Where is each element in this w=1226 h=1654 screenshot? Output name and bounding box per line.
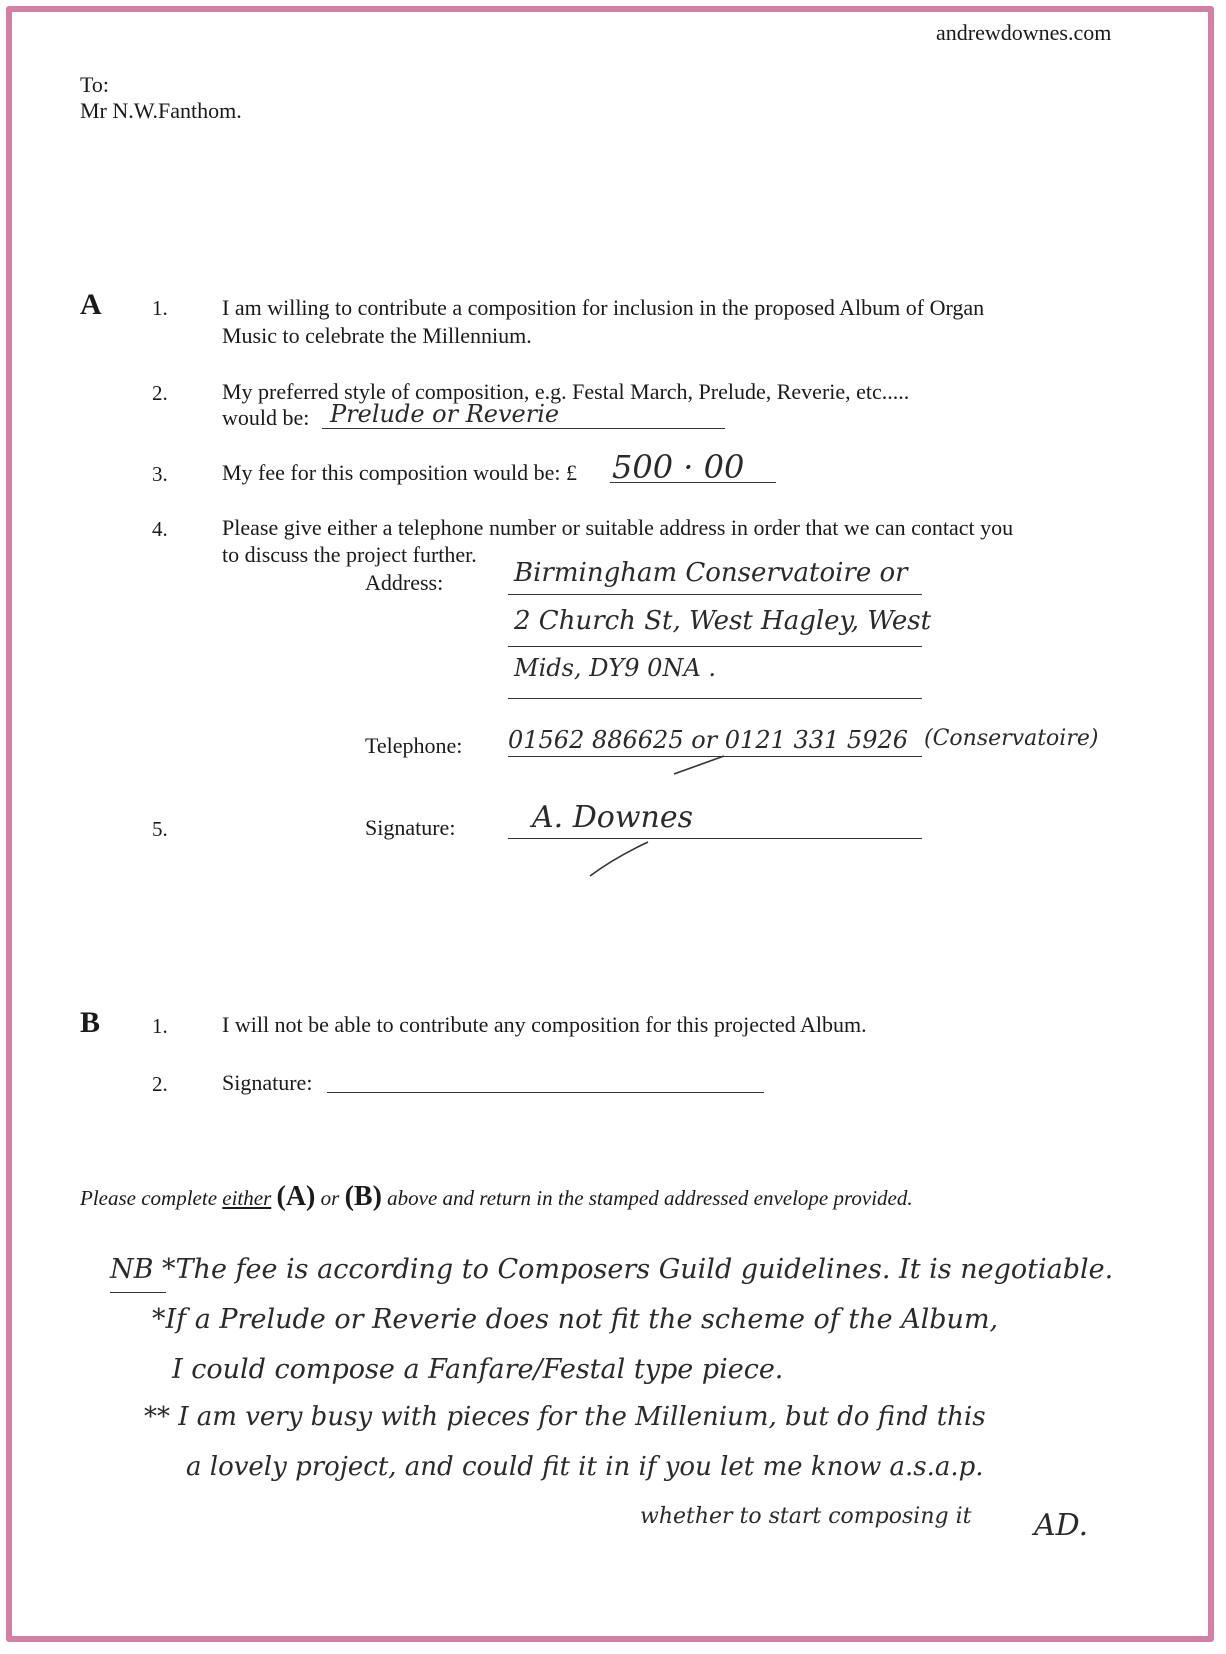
a-item2-label: would be: [222, 405, 310, 430]
b-item2-number: 2. [152, 1072, 168, 1096]
a-item4-number: 4. [152, 517, 168, 541]
a-signature-rule [508, 838, 922, 839]
style-answer: Prelude or Reverie [330, 400, 560, 428]
b-item1-text: I will not be able to contribute any composition for this projected Album. [222, 1012, 867, 1037]
telephone-label: Telephone: [365, 733, 463, 758]
b-signature-rule [327, 1092, 764, 1093]
a-signature-label: Signature: [365, 815, 456, 840]
a-item2-line1: My preferred style of composition, e.g. Festal March, Prelude, Reverie, etc..... [222, 379, 910, 404]
b-item1-number: 1. [152, 1014, 168, 1038]
telephone-tick-mark [670, 752, 730, 778]
a-item1-line1: I am willing to contribute a composition for inclusion in the proposed Album of Organ [222, 295, 985, 320]
address-rule-1 [508, 594, 922, 595]
instructions [80, 1181, 913, 1213]
recipient-name: Mr N.W.Fanthom. [80, 98, 242, 123]
a-item3-number: 3. [152, 462, 168, 486]
note-line-2: *If a Prelude or Reverie does not fit the scheme of the Album, [152, 1304, 999, 1335]
b-signature-label: Signature: [222, 1070, 313, 1095]
section-a-letter: A [80, 288, 102, 321]
instructions-post: above and return in the stamped addressed envelope provided. [381, 1186, 913, 1210]
telephone-note: (Conservatoire) [924, 726, 1099, 751]
address-label: Address: [365, 570, 444, 595]
address-rule-2 [508, 646, 922, 647]
note-line-1: NB *The fee is according to Composers Guild guidelines. It is negotiable. [110, 1254, 1114, 1285]
nb-underline [110, 1292, 166, 1293]
note-line-5: a lovely project, and could fit it in if you let me know a.s.a.p. [186, 1452, 984, 1482]
note-line-4: ** I am very busy with pieces for the Millenium, but do find this [144, 1402, 986, 1432]
signature-flourish [584, 836, 654, 880]
section-b-letter: B [80, 1006, 101, 1039]
instructions-or: or [315, 1186, 345, 1210]
note-line-6: whether to start composing it [640, 1504, 972, 1529]
address-line-1: Birmingham Conservatoire or [514, 558, 908, 588]
a-signature: A. Downes [532, 800, 694, 835]
a-item3-label: My fee for this composition would be: £ [222, 460, 578, 485]
address-line-2: 2 Church St, West Hagley, West [514, 606, 932, 636]
website-url: andrewdownes.com [936, 20, 1112, 45]
instructions-pre: Please complete [80, 1186, 223, 1210]
fee-answer: 500 · 00 [612, 448, 745, 486]
a-item2-number: 2. [152, 381, 168, 405]
a-item4-line1: Please give either a telephone number or suitable address in order that we can contact you [222, 515, 1014, 540]
instructions-b: (B) [344, 1181, 382, 1212]
telephone-value: 01562 886625 or 0121 331 5926 [508, 726, 908, 754]
a-item5-number: 5. [152, 817, 168, 841]
a-item4-line2: to discuss the project further. [222, 542, 477, 567]
note-line-3: I could compose a Fanfare/Festal type piece. [172, 1354, 784, 1385]
style-answer-line [322, 428, 725, 429]
instructions-a: (A) [276, 1181, 316, 1212]
to-label: To: [80, 72, 110, 97]
a-item1-number: 1. [152, 296, 168, 320]
instructions-either: either [222, 1186, 272, 1210]
address-line-3: Mids, DY9 0NA . [514, 654, 717, 682]
address-rule-3 [508, 698, 922, 699]
note-initials: AD. [1034, 1508, 1089, 1543]
a-item1-line2: Music to celebrate the Millennium. [222, 323, 532, 348]
